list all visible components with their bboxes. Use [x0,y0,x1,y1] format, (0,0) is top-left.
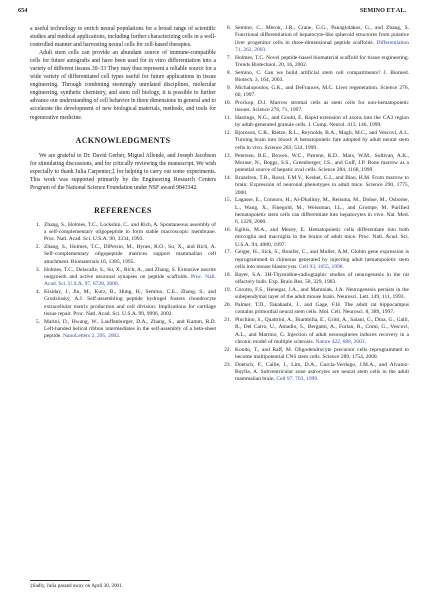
reference-text: Lagasse, E., Connors, H., Al-Dhalimy, M., Reitsma, M., Dohse, M., Osborne, L., Wang, X., Finegold, M., Weissman, I.L., and Grompe, M. Purified hematopoietic stem cells can differentiate into hepatocytes in vivo. Nat. Med. 6, 1229, 2000. [235,197,409,226]
reference-text: Palmer, T.D., Takahashi, J., and Gage, F.H. The adult rat hippocampus contains primordial neural stem cells. Mol. Cell. Neurosci. 8, 389, 1997. [235,301,409,316]
reference-number: 10. [224,99,231,106]
reference-text: Semino, C., Merok, J.R., Crane, G.G., Panagiotakos, G., and Zhang, S. Functional differentiation of hepatocyte-like spheroid structures from putative liver progenitor cells in three-dimensional peptide scaffolds. [235,25,409,46]
references-list-left [30,222,216,341]
reference-text: Holmes, T.C. Novel peptide-based biomaterial scaffold for tissue engineering. Trends Biotechnol. 20, 16, 2002. [235,54,409,68]
reference-item [30,222,216,244]
reference-number: 8. [226,69,231,76]
reference-number: 3. [35,266,40,273]
reference-text: Geiger, H., Sick, S., Bonifer, C., and Muller, A.M. Globin gene expression is reprogrammed in chimeras generated by injecting adult hematopoietic stem cells into mouse blastocysts. [235,249,409,270]
reference-link[interactable]: Nature 422, 688, 2003. [315,338,367,345]
reference-text: Bayer, S.A. 3H-Thymidine-radiographic studies of neurogenesis in the rat olfactory bulb. Exp. Brain Res. 50, 329, 1983. [235,271,409,286]
reference-item [221,85,409,100]
reference-text: Doetsch, F., Caille, I., Lim, D.A., Garcia-Verdugo, J.M.A., and Alvarez-Buylla, A. Subventricular zone astrocytes are neural stem cells in the adult mammalian brain. [235,361,409,383]
reference-item [221,197,409,226]
reference-number: 5. [35,318,40,325]
references-list-right [221,25,409,384]
reference-number: 22. [224,346,231,353]
reference-item [221,317,409,346]
reference-number: 11. [224,115,231,122]
reference-text: Holmes, T.C., Delacalle, S., Su, X., Rich, A., and Zhang, S. Extensive neurite outgrowth and active neuronal synapses on peptide scaffolds. [44,266,216,280]
reference-number: 4. [35,288,40,295]
body-paragraph: a useful technology to enrich neural populations for a broad range of scientific studies and medical applications, including further characterizing cells in a well-controlled manner and harvesting neural cells for cell-based therapies. [30,26,216,49]
left-column [30,25,216,341]
body-paragraph: Adult stem cells can provide an abundant source of immune-compatible cells for future autografts and have been used for in vitro differentiation into a variety of different tissues.30–33 They may thus represent a reliable source for a wide variety of differentiated cell types useful for future applications in tissue engineering. Through combining seemingly unrelated disciplines, molecular engineering, synthetic chemistry, and stem cell biology, it is possible to further advance our understanding of cell behavior in three dimensions in general and to accelerate the development of new biological materials, methods, and tools for regenerative medicine. [30,50,216,121]
reference-text: Bjornson, C.R., Rietze, R.L., Reynolds, B.A., Magli, M.C., and Vescovi, A.L. Turning brain into blood: A hematopoietic fate adopted by adult neural stem cells in vivo. Science 283, 534, 1999. [235,130,409,151]
reference-text: Zhang, S., Holmes, T.C., Lockshin, C., and Rich, A. Spontaneous assembly of a self-complementary oligopeptide to form stable macroscopic membrane. Proc. Natl. Acad. Sci. U.S.A. 90, 3334, 1993. [44,221,216,243]
reference-number: 23. [224,361,231,368]
reference-text: Petersen, B.E., Bowen, W.C., Patrene, K.D., Mars, W.M., Sullivan, A.K., Murase, N., Boggs, S.S., Greenberger, J.S., and Goff, J.P. Bone marrow as a potential source of hepatic oval cells. Science 284, 1168, 1999. [235,152,409,174]
reference-number: 6. [226,25,231,31]
reference-text: Zhang, S., Holmes, T.C., DiPersio, M., Hynes, R.O., Su, X., and Rich, A. Self-complementary oligopeptide matrices support mammalian cell attachment. Biomaterials 16, 1385, 1995. [44,244,216,265]
reference-item [221,249,409,271]
reference-item [30,289,216,318]
reference-number: 14. [224,174,231,181]
reference-text: Pluchino, S., Quattrini, A., Brambilla, E., Gritti, A., Salani, G., Dina, G., Galli, R., Del Carro, U., Amadio, S., Bergami, A., Furlan, R., Comi, G., Vescovi, A.L., and Martino, G. Injection of adult neurospheres induces recovery in a chronic model of multiple sclerosis. [235,317,409,345]
reference-link[interactable]: Cell 97, 703, 1999. [276,376,319,383]
reference-number: 2. [35,244,40,251]
reference-item [221,100,409,115]
reference-item [221,347,409,362]
reference-number: 7. [226,54,231,61]
reference-link[interactable]: Differentiation 71, 262, 2003. [235,39,410,53]
reference-item [221,55,409,70]
acknowledgments-text: We are grateful to Dr. David Gerber, Miguel Allende, and Joseph Jacobson for stimulating discussions, and for critically reviewing the manuscript. We wish especially to thank Julia Carpenter,‡ for helping to carry out some experiments. This work was supported primarily by the Engineering Research Centers Program of the National Science Foundation under NSF award 9843342. [30,152,216,191]
footnote: ‡Sadly, Julia passed away on April 30, 2001. [30,583,124,589]
reference-item [221,70,409,85]
reference-item [221,302,409,317]
reference-text: Brazelton, T.R., Rossi, F.M.V., Keshet, G.I., and Blau, H.M. From marrow to brain: Expression of neuronal phenotypes in adult mice. Science 290, 1775, 2000. [235,174,409,196]
reference-item [221,25,409,54]
reference-item [221,153,409,175]
references-heading: REFERENCES [94,205,152,215]
reference-item [221,362,409,384]
reference-item [221,115,409,130]
reference-link[interactable]: Cell 93, 1055, 1998. [299,264,344,270]
right-column [221,25,409,384]
reference-item [30,244,216,266]
reference-item [30,267,216,289]
running-head: SEMINO ET AL. [359,7,406,14]
reference-number: 12. [224,130,231,137]
page-number: 654 [18,7,28,14]
reference-number: 15. [224,197,231,204]
reference-number: 19. [224,286,231,293]
reference-link[interactable]: Proc. Natl. Acad. Sci. U.S.A. 97, 6728, 2000. [44,273,216,288]
reference-link[interactable]: NanoLetters 2, 295, 2002. [62,333,121,340]
reference-text: Prockop, D.J. Marrow stromal cells as stem cells for non-hematopoietic tissues. Science 276, 71, 1997. [235,99,409,114]
reference-text: Hastings, N.G., and Gould, E. Rapid extension of axons into the CA3 region by adult-generated granule cells. J. Comp. Neurol. 413, 146, 1999. [235,115,409,129]
reference-text: Marini, D., Hwang, W., Lauffenburger, D.A., Zhang, S., and Kamm, R.D. Left-handed helical ribbon intermediates in the self-assembly of a beta-sheet peptide. [44,318,216,340]
reference-text: Kondo, T., and Raff, M. Oligodendrocyte precursor cells reprogrammed to become multipotential CNS stem cells. Science 289, 1754, 2000. [235,346,409,361]
reference-item [221,130,409,152]
reference-number: 1. [35,221,40,228]
reference-item [221,227,409,249]
reference-text: Michalopoulos, G.K., and DeFrances, M.C. Liver regeneration. Science 276, 60, 1997. [235,84,409,99]
reference-number: 20. [224,301,231,308]
reference-number: 18. [224,271,231,278]
reference-item [30,319,216,341]
reference-item [221,287,409,302]
reference-item [221,272,409,287]
reference-text: Corotto, F.S., Henegar, J.A., and Maruniak, J.A. Neurogenesis persists in the subependymal layer of the adult mouse brain. Neurosci. Lett. 149, 111, 1993. [235,286,409,301]
reference-number: 9. [226,84,231,91]
footnote-rule [30,580,90,581]
reference-item [221,175,409,197]
reference-number: 21. [224,317,231,324]
acknowledgments-heading: ACKNOWLEDGMENTS [75,135,171,145]
reference-text: Kisiday, J., Jin, M., Kurz, B., Hung, H., Semino, C.E., Zhang, S., and Grodzinsky, A.J. Self-assembling peptide hydrogel fosters chondrocyte extracellular matrix production and cell division: Implications for cartilage tissue repair. Proc. Natl. Acad. Sci. U.S.A. 99, 9996, 2002. [44,288,216,317]
reference-number: 16. [224,227,231,234]
reference-number: 13. [224,152,231,159]
reference-text: Semino, C. Can we build artificial stem cell compartments? J. Biomed. Biotech. 3, 164, 2003. [235,69,409,84]
reference-number: 17. [224,249,231,256]
reference-text: Eglitis, M.A., and Mezey, E. Hematopoietic cells differentiate into both microglia and macroglia in the brains of adult mice. Proc. Natl. Acad. Sci. U.S.A. 94, 4080, 1997. [235,227,409,248]
